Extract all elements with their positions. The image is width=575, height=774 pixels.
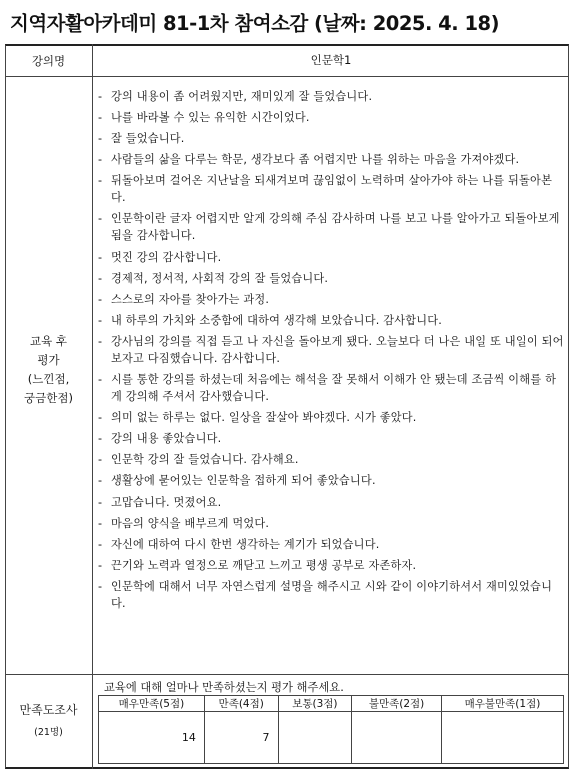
evaluation-label-line: 궁금한점) [24, 391, 73, 405]
comment-item: - 고맙습니다. 멋졌어요. [98, 494, 564, 511]
satisfaction-count-cell: 7 [204, 712, 278, 764]
comment-list [98, 88, 564, 616]
survey-respondent-count: (21명) [34, 727, 63, 738]
satisfaction-count-cell [352, 712, 442, 764]
page-title: 지역자활아카데미 81-1차 참여소감 (날짜: 2025. 4. 18) [10, 12, 500, 35]
satisfaction-column-header: 불만족(2점) [352, 696, 442, 712]
satisfaction-value-row [99, 712, 564, 764]
comment-item: - 인문학 강의 잘 들었습니다. 감사해요. [98, 451, 564, 468]
evaluation-label-line: 교육 후 [30, 334, 67, 348]
comment-item: - 마음의 양식을 배부르게 먹었다. [98, 515, 564, 532]
comment-item: - 끈기와 노력과 열정으로 깨닫고 느끼고 평생 공부로 자존하자. [98, 557, 564, 574]
satisfaction-count-cell [278, 712, 352, 764]
comment-item: - 나를 바라볼 수 있는 유익한 시간이었다. [98, 109, 564, 126]
comment-item: - 인문학이란 글자 어렵지만 알게 강의해 주심 감사하며 나를 보고 나를 알아가고 되돌아보게 됨을 감사합니다. [98, 210, 564, 244]
comment-item: - 의미 없는 하루는 없다. 일상을 잘살아 봐야겠다. 시가 좋았다. [98, 409, 564, 426]
satisfaction-count-cell: 14 [99, 712, 205, 764]
column-divider [92, 44, 93, 769]
comment-item: - 경제적, 정서적, 사회적 강의 잘 들었습니다. [98, 270, 564, 287]
satisfaction-column-header: 만족(4점) [204, 696, 278, 712]
survey-question: 교육에 대해 얼마나 만족하셨는지 평가 해주세요. [104, 681, 344, 694]
comment-item: - 인문학에 대해서 너무 자연스럽게 설명을 해주시고 시와 같이 이야기하셔서 재미있었습니다. [98, 578, 564, 612]
satisfaction-count-cell [441, 712, 563, 764]
evaluation-label [5, 332, 92, 408]
lecture-name-label: 강의명 [31, 54, 66, 68]
satisfaction-table [98, 695, 564, 764]
comment-item: - 시를 통한 강의를 하셨는데 처음에는 해석을 잘 못해서 이해가 안 됐는데 조금씩 이해를 하게 강의해 주셔서 감사했습니다. [98, 371, 564, 405]
comment-item: - 생활상에 묻어있는 인문학을 접하게 되어 좋았습니다. [98, 472, 564, 489]
satisfaction-column-header: 매우불만족(1점) [441, 696, 563, 712]
comment-item: - 자신에 대하여 다시 한번 생각하는 계기가 되었습니다. [98, 536, 564, 553]
comment-item: - 강의 내용이 좀 어려웠지만, 재미있게 잘 들었습니다. [98, 88, 564, 105]
survey-label: 만족도조사 [19, 703, 78, 717]
comment-item: - 멋진 강의 감사합니다. [98, 249, 564, 266]
lecture-name-value: 인문학1 [310, 53, 352, 67]
evaluation-label-line: (느낀점, [27, 372, 70, 386]
comment-item: - 강사님의 강의를 직접 듣고 나 자신을 돌아보게 됐다. 오늘보다 더 나은 내일 또 내일이 되어보자고 다짐했습니다. 감사합니다. [98, 333, 564, 367]
evaluation-label-line: 평가 [37, 353, 60, 367]
satisfaction-header-row [99, 696, 564, 712]
survey-divider [5, 674, 569, 675]
header-divider [5, 76, 569, 77]
comment-item: - 사람들의 삶을 다루는 학문, 생각보다 좀 어렵지만 나를 위하는 마음을 가져야겠다. [98, 151, 564, 168]
satisfaction-column-header: 매우만족(5점) [99, 696, 205, 712]
satisfaction-column-header: 보통(3점) [278, 696, 352, 712]
comment-item: - 스스로의 자아를 찾아가는 과정. [98, 291, 564, 308]
comment-item: - 뒤돌아보며 걸어온 지난날을 되새겨보며 끊임없이 노력하며 살아가야 하는 나를 뒤돌아본다. [98, 172, 564, 206]
comment-item: - 잘 들었습니다. [98, 130, 564, 147]
comment-item: - 강의 내용 좋았습니다. [98, 430, 564, 447]
comment-item: - 내 하루의 가치와 소중함에 대하여 생각해 보았습니다. 감사합니다. [98, 312, 564, 329]
